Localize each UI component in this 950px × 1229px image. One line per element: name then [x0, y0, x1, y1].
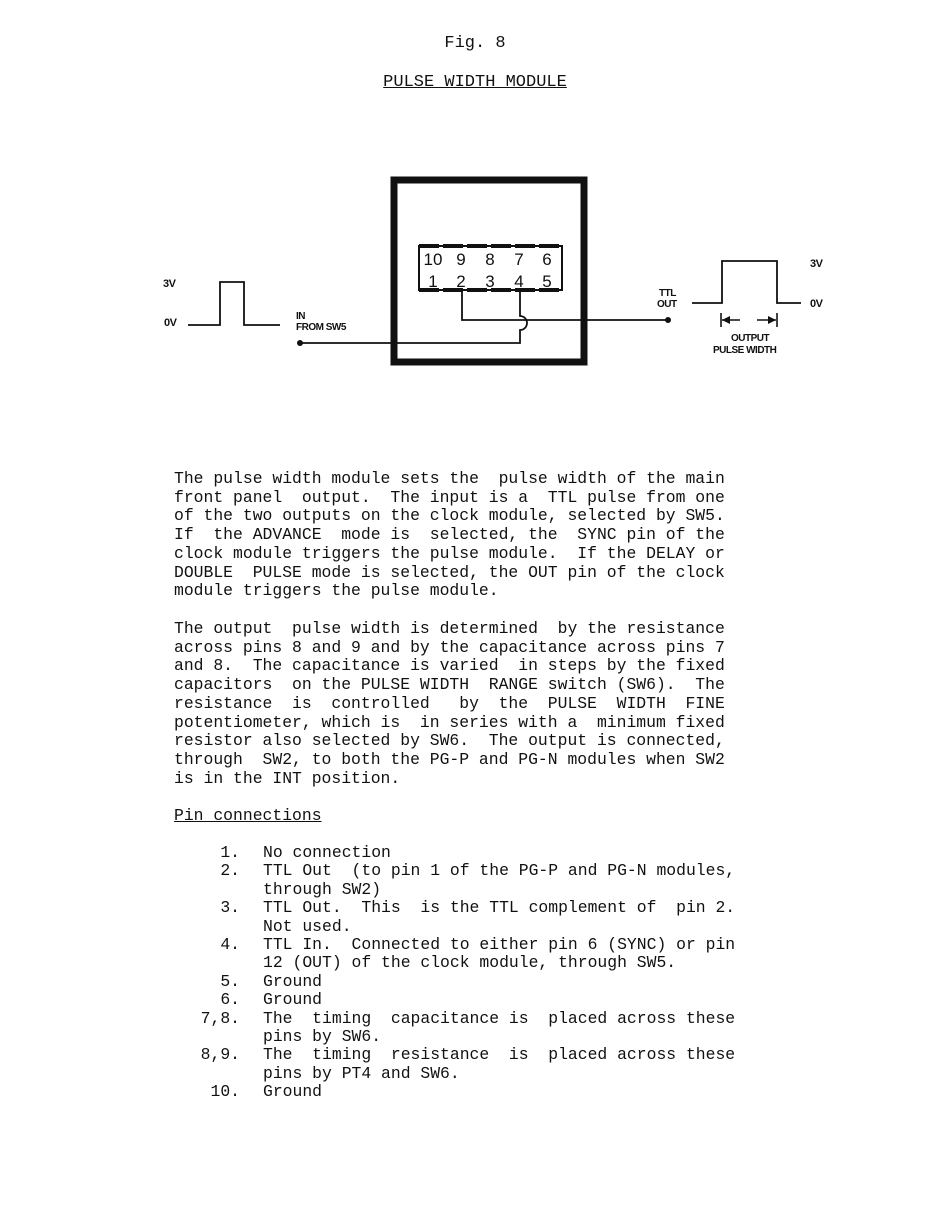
ic-pin-1: 1: [428, 272, 438, 291]
ic-pin-8: 8: [485, 250, 495, 269]
pin-number: 3.: [220, 898, 240, 918]
list-item: [174, 936, 802, 973]
ic-pin-3: 3: [485, 272, 495, 291]
list-item: [174, 899, 802, 936]
input-low-label: 0V: [164, 317, 177, 329]
pin-description: Ground: [263, 971, 323, 991]
pin-description: The timing resistance is placed across these pins by PT4 and SW6.: [263, 1045, 736, 1083]
input-terminal: [297, 340, 303, 346]
list-item: [174, 973, 802, 991]
pin-number: 7,8.: [200, 1008, 240, 1028]
output-pulse-waveform: [692, 261, 801, 303]
pin-description: TTL Out. This is the TTL complement of pin 2. Not used.: [263, 898, 736, 936]
list-item: [174, 862, 802, 899]
ic-pin-4: 4: [514, 272, 524, 291]
pin-connections-heading: Pin connections: [174, 806, 322, 825]
output-low-label: 0V: [810, 298, 823, 310]
output-terminal: [665, 317, 671, 323]
pin-description: Ground: [263, 990, 323, 1010]
pin-number: 6.: [220, 990, 240, 1010]
ic-pin-6: 6: [542, 250, 552, 269]
pin-number: 8,9.: [200, 1045, 240, 1065]
figure-title: PULSE WIDTH MODULE: [383, 73, 567, 92]
list-item: [174, 844, 802, 862]
description-paragraph-1: The pulse width module sets the pulse width of the main front panel output. The input is a TTL pulse from one of the two outputs on the clock module, selected by SW5. If the ADVANCE mode is selected, the SYNC pin of the clock module triggers the pulse module. If the DELAY or DOUBLE PULSE mode is selected, the OUT pin of the clock module triggers the pulse module.: [174, 469, 725, 601]
output-label-out: OUT: [657, 299, 677, 310]
pin-description: TTL Out (to pin 1 of the PG-P and PG-N modules, through SW2): [263, 861, 736, 899]
output-high-label: 3V: [810, 258, 823, 270]
pin-number: 10.: [210, 1082, 240, 1102]
ic-pin-10: 10: [423, 250, 443, 269]
pin-description: No connection: [263, 843, 391, 862]
list-item: [174, 1010, 802, 1047]
pin-description: Ground: [263, 1082, 323, 1102]
input-high-label: 3V: [163, 278, 176, 290]
pin-connections-list: [174, 844, 802, 1102]
input-wire: [300, 291, 527, 343]
pin-number: 4.: [220, 935, 240, 955]
list-item: [174, 1083, 802, 1101]
pin-number: 5.: [220, 971, 240, 991]
list-item: [174, 1046, 802, 1083]
input-pulse-waveform: [188, 282, 280, 325]
input-label-from: FROM SW5: [296, 322, 346, 333]
pulse-width-module-diagram: [0, 0, 950, 420]
pulse-width-label-output: OUTPUT: [731, 333, 770, 344]
output-wire: [462, 291, 668, 320]
ic-pin-7: 7: [514, 250, 524, 269]
pin-number: 1.: [220, 843, 240, 862]
ic-pin-5: 5: [542, 272, 552, 291]
pin-number: 2.: [220, 861, 240, 881]
ic-pin-2: 2: [456, 272, 466, 291]
ic-pin-9: 9: [456, 250, 466, 269]
pin-description: TTL In. Connected to either pin 6 (SYNC) or pin 12 (OUT) of the clock module, through SW5.: [263, 935, 736, 973]
input-label-in: IN: [296, 311, 305, 322]
pin-description: The timing capacitance is placed across these pins by SW6.: [263, 1008, 736, 1047]
pulse-width-label-width: PULSE WIDTH: [713, 345, 777, 356]
list-item: [174, 991, 802, 1009]
output-label-ttl: TTL: [659, 288, 676, 299]
description-paragraph-2: The output pulse width is determined by the resistance across pins 8 and 9 and by the capacitance across pins 7 and 8. The capacitance is varied in steps by the fixed capacitors on the PULSE WIDTH RANGE switch (SW6). The resistance is controlled by the PULSE WIDTH FINE potentiometer, which is in series with a minimum fixed resistor also selected by SW6. The output is connected, through SW2, to both the PG-P and PG-N modules when SW2 is in the INT position.: [174, 619, 725, 788]
figure-number: Fig. 8: [444, 34, 506, 53]
pulse-width-arrow: [721, 313, 777, 327]
